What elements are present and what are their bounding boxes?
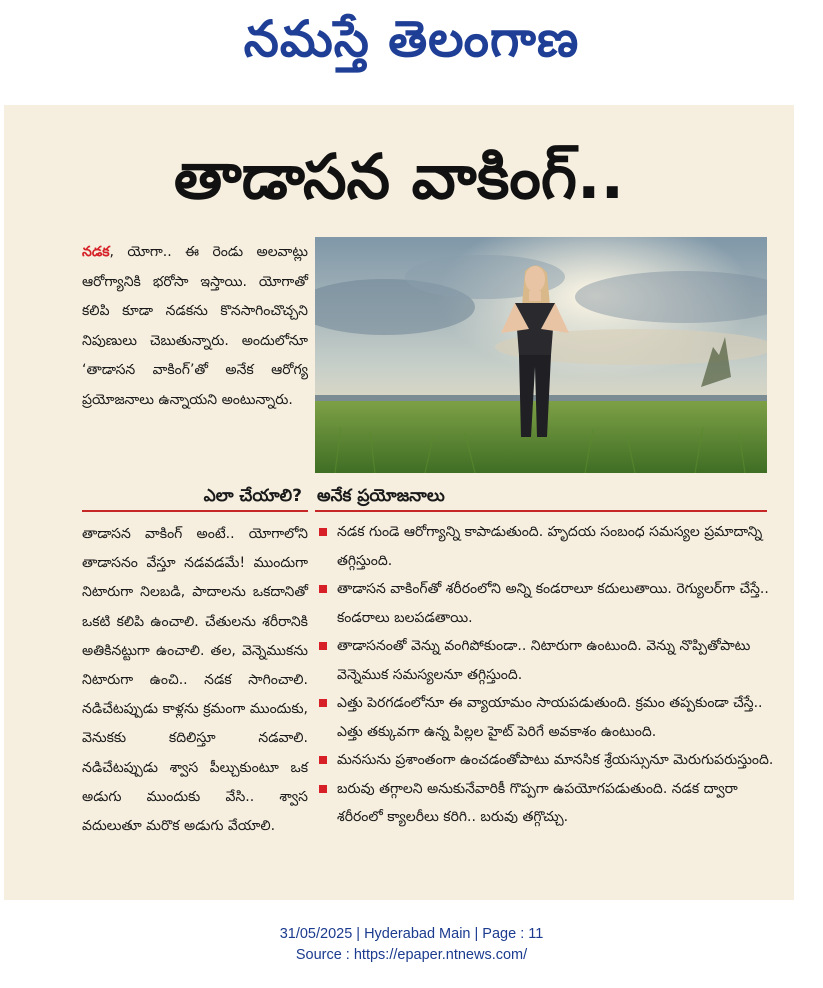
how-to-heading: ఎలా చేయాలి? <box>82 482 308 512</box>
benefit-text: నడక గుండె ఆరోగ్యాన్ని కాపాడుతుంది. హృదయ సంబంధ సమస్యల ప్రమాదాన్ని తగ్గిస్తుంది. <box>337 524 763 569</box>
article-headline: తాడాసన వాకింగ్.. <box>173 140 625 213</box>
benefit-text: బరువు తగ్గాలని అనుకునేవారికీ గొప్పగా ఉపయోగపడుతుంది. నడక ద్వారా శరీరంలో క్యాలరీలు కరిగి.. బరువు తగ్గొచ్చు. <box>337 780 738 825</box>
benefits-column <box>315 482 775 832</box>
source-credit <box>0 924 823 966</box>
benefit-text: మనసును ప్రశాంతంగా ఉంచడంతోపాటు మానసిక శ్రేయస్సునూ మెరుగుపరుస్తుంది. <box>337 752 774 768</box>
red-square-bullet-icon <box>319 585 327 593</box>
masthead-logo: నమస్తే తెలంగాణ <box>243 10 580 68</box>
list-item <box>315 775 775 832</box>
benefits-heading-rule <box>315 510 767 512</box>
intro-lead-word: నడక <box>82 244 110 260</box>
list-item <box>315 518 775 575</box>
benefit-text: తాడాసన వాకింగ్‌తో శరీరంలోని అన్ని కండరాలూ కదులుతాయి. రెగ్యులర్‌గా చేస్తే.. కండరాలు బలపడతాయి. <box>337 581 769 626</box>
edition-line: 31/05/2025 | Hyderabad Main | Page : 11 <box>279 926 544 942</box>
red-square-bullet-icon <box>319 785 327 793</box>
how-to-column <box>82 482 308 841</box>
list-item <box>315 575 775 632</box>
yoga-woman-field-image <box>315 237 767 473</box>
benefit-text: తాడాసనంతో వెన్ను వంగిపోకుండా.. నిటారుగా ఉంటుంది. వెన్ను నొప్పితోపాటు వెన్నెముక సమస్యలనూ తగ్గిస్తుంది. <box>337 638 751 683</box>
red-square-bullet-icon <box>319 699 327 707</box>
list-item <box>315 632 775 689</box>
red-square-bullet-icon <box>319 756 327 764</box>
how-to-text: తాడాసన వాకింగ్ అంటే.. యోగాలోని తాడాసనం వేస్తూ నడవడమే! ముందుగా నిటారుగా నిలబడి, పాదాలను ఒకదానితో ఒకటి కలిపి ఉంచాలి. చేతులను శరీరానికి అతికినట్టుగా ఉంచాలి. తల, వెన్నెముకను నిటారుగా ఉంచి.. నడక సాగించాలి. నడిచేటప్పుడు కాళ్లను క్రమంగా ముందుకు, వెనుకకు కదిలిస్తూ నడవాలి. నడిచేటప్పుడు శ్వాస పీల్చుకుంటూ ఒక అడుగు ముందుకు వేసి.. శ్వాస వదులుతూ మరొక అడుగు వేయాలి. <box>82 526 308 835</box>
benefit-text: ఎత్తు పెరగడంలోనూ ఈ వ్యాయామం సాయపడుతుంది. క్రమం తప్పకుండా చేస్తే.. ఎత్తు తక్కువగా ఉన్న పిల్లల హైట్ పెరిగే అవకాశం ఉంటుంది. <box>337 695 763 740</box>
benefits-list <box>315 518 775 832</box>
list-item <box>315 746 775 775</box>
intro-text: , యోగా.. ఈ రెండు అలవాట్లు ఆరోగ్యానికి భరోసా ఇస్తాయి. యోగాతో కలిపి కూడా నడకను కొనసాగించొచ్చని నిపుణులు చెబుతున్నారు. అందులోనూ ‘తాడాసన వాకింగ్’తో అనేక ఆరోగ్య ప్రయోజనాలు ఉన్నాయని అంటున్నారు. <box>82 244 308 408</box>
red-square-bullet-icon <box>319 528 327 536</box>
benefits-heading: అనేక ప్రయోజనాలు <box>317 486 445 506</box>
news-clipping <box>4 105 794 900</box>
list-item <box>315 689 775 746</box>
source-line: Source : https://epaper.ntnews.com/ <box>295 947 528 963</box>
red-square-bullet-icon <box>319 642 327 650</box>
article-intro <box>82 238 308 415</box>
article-photo <box>315 237 767 473</box>
